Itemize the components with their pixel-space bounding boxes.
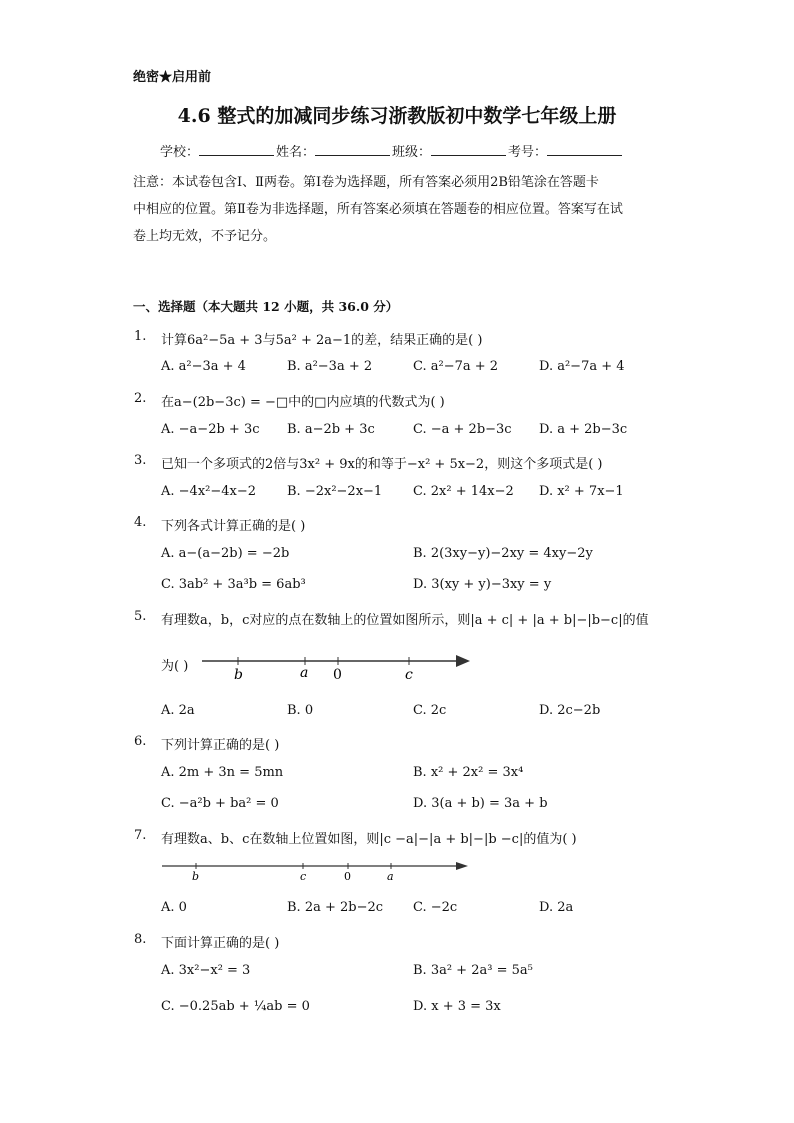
question-6-text: 下列计算正确的是( ) — [161, 738, 280, 753]
option-c[interactable]: C. 2x² + 14x−2 — [413, 484, 514, 499]
option-a[interactable]: A. a−(a−2b) = −2b — [161, 546, 290, 561]
option-c[interactable]: C. −a + 2b−3c — [413, 422, 512, 437]
option-d[interactable]: D. 3(xy + y)−3xy = y — [413, 577, 552, 592]
secret-label: 绝密★启用前 — [133, 70, 212, 85]
notice-line-2: 中相应的位置。第Ⅱ卷为非选择题，所有答案必须填在答题卷的相应位置。答案写在试 — [133, 202, 623, 217]
question-7-text: 有理数a、b、c在数轴上位置如图，则|c −a|−|a + b|−|b −c|的值为( ) — [161, 832, 577, 847]
option-d[interactable]: D. 2c−2b — [539, 703, 601, 718]
option-a[interactable]: A. 2a — [161, 703, 195, 718]
name-blank[interactable] — [315, 143, 390, 156]
option-c[interactable]: C. −0.25ab + ¼ab = 0 — [161, 999, 310, 1014]
name-label: 姓名： — [276, 145, 316, 160]
student-info-row — [160, 141, 624, 160]
option-b[interactable]: B. 2a + 2b−2c — [287, 900, 384, 915]
question-number: 7. — [134, 828, 147, 843]
option-a[interactable]: A. −a−2b + 3c — [161, 422, 260, 437]
axis-label-zero: 0 — [333, 667, 342, 683]
option-c[interactable]: C. −2c — [413, 900, 458, 915]
option-c[interactable]: C. 2c — [413, 703, 447, 718]
question-number: 8. — [134, 932, 147, 947]
axis-label-c: c — [405, 667, 413, 683]
question-number: 6. — [134, 734, 147, 749]
option-b[interactable]: B. 3a² + 2a³ = 5a⁵ — [413, 963, 533, 978]
axis-label-zero: 0 — [344, 870, 351, 883]
option-d[interactable]: D. a + 2b−3c — [539, 422, 628, 437]
option-a[interactable]: A. a²−3a + 4 — [161, 359, 246, 374]
exam-no-label: 考号： — [508, 145, 548, 160]
option-d[interactable]: D. a²−7a + 4 — [539, 359, 625, 374]
axis-arrow — [456, 655, 470, 667]
option-b[interactable]: B. −2x²−2x−1 — [287, 484, 383, 499]
number-line-q7 — [160, 858, 472, 884]
class-blank[interactable] — [431, 143, 506, 156]
option-d[interactable]: D. 3(a + b) = 3a + b — [413, 796, 548, 811]
class-label: 班级： — [392, 145, 432, 160]
option-c[interactable]: C. 3ab² + 3a³b = 6ab³ — [161, 577, 306, 592]
option-c[interactable]: C. −a²b + ba² = 0 — [161, 796, 279, 811]
question-5-text: 有理数a，b，c对应的点在数轴上的位置如图所示，则|a + c| + |a + b|−|b−c|的值 — [161, 613, 649, 628]
school-blank[interactable] — [199, 143, 274, 156]
option-b[interactable]: B. 0 — [287, 703, 314, 718]
question-8-text: 下面计算正确的是( ) — [161, 936, 280, 951]
option-c[interactable]: C. a²−7a + 2 — [413, 359, 499, 374]
section-title: 一、选择题（本大题共 12 小题，共 36.0 分） — [133, 299, 399, 314]
question-5-text-cont: 为( ) — [161, 659, 189, 674]
notice-line-3: 卷上均无效，不予记分。 — [133, 229, 277, 244]
option-b[interactable]: B. 2(3xy−y)−2xy = 4xy−2y — [413, 546, 593, 561]
question-3-text: 已知一个多项式的2倍与3x² + 9x的和等于−x² + 5x−2，则这个多项式是( ) — [161, 457, 603, 472]
question-number: 5. — [134, 609, 147, 624]
page-title: 4.6 整式的加减同步练习浙教版初中数学七年级上册 — [177, 105, 617, 127]
axis-label-a: a — [387, 870, 394, 883]
option-a[interactable]: A. −4x²−4x−2 — [161, 484, 257, 499]
question-number: 2. — [134, 391, 147, 406]
option-b[interactable]: B. a²−3a + 2 — [287, 359, 373, 374]
question-number: 1. — [134, 329, 147, 344]
option-a[interactable]: A. 2m + 3n = 5mn — [161, 765, 284, 780]
school-label: 学校： — [160, 145, 200, 160]
option-a[interactable]: A. 3x²−x² = 3 — [161, 963, 251, 978]
question-1-text: 计算6a²−5a + 3与5a² + 2a−1的差，结果正确的是( ) — [161, 333, 483, 348]
question-4-text: 下列各式计算正确的是( ) — [161, 519, 306, 534]
question-number: 3. — [134, 453, 147, 468]
option-d[interactable]: D. x + 3 = 3x — [413, 999, 501, 1014]
axis-label-b: b — [192, 870, 200, 883]
option-d[interactable]: D. 2a — [539, 900, 574, 915]
number-line-q5 — [198, 648, 478, 684]
exam-no-blank[interactable] — [547, 143, 622, 156]
option-b[interactable]: B. x² + 2x² = 3x⁴ — [413, 765, 524, 780]
option-d[interactable]: D. x² + 7x−1 — [539, 484, 624, 499]
question-number: 4. — [134, 515, 147, 530]
question-2-text: 在a−(2b−3c) = −□中的□内应填的代数式为( ) — [161, 395, 445, 410]
option-b[interactable]: B. a−2b + 3c — [287, 422, 375, 437]
axis-label-a: a — [300, 665, 309, 681]
axis-label-c: c — [300, 870, 307, 883]
axis-arrow — [456, 862, 468, 870]
axis-label-b: b — [234, 667, 243, 683]
notice-line-1: 注意：本试卷包含Ⅰ、Ⅱ两卷。第Ⅰ卷为选择题，所有答案必须用2B铅笔涂在答题卡 — [133, 175, 599, 190]
option-a[interactable]: A. 0 — [161, 900, 187, 915]
